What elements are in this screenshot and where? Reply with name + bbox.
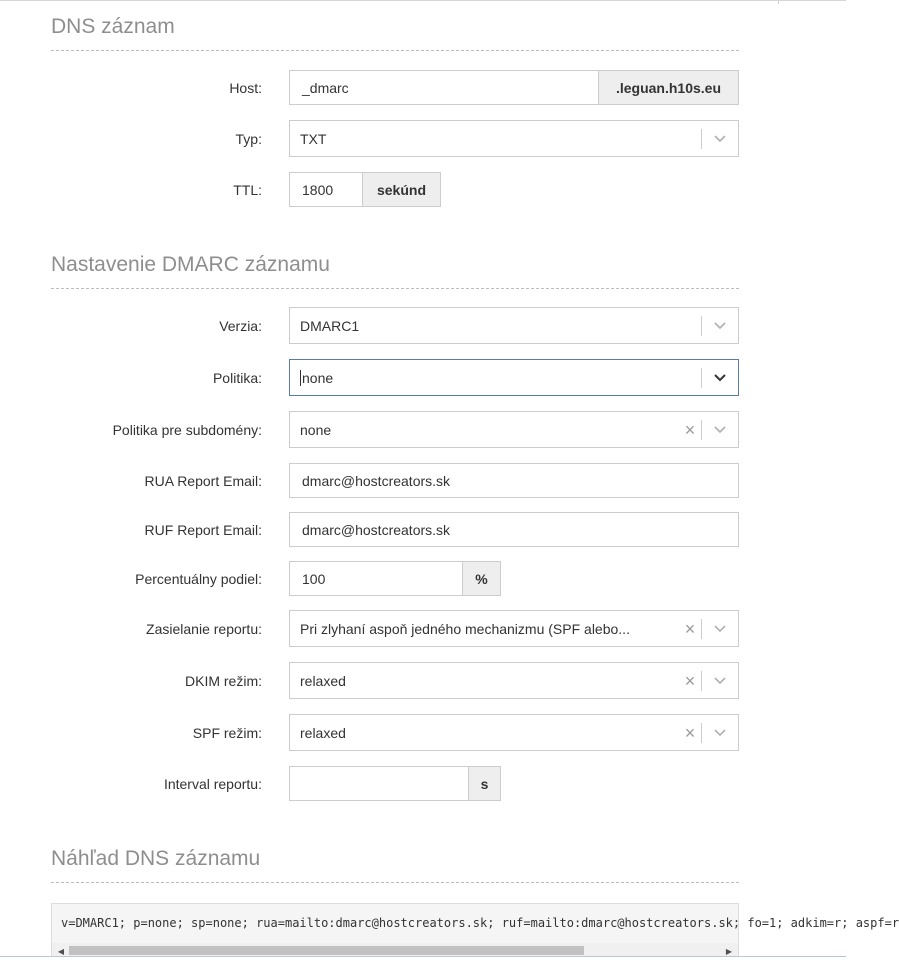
adkim-row [0,662,846,699]
policy-select-value: none [302,369,334,386]
subpolicy-label: Politika pre subdomény: [112,421,262,438]
rua-email-input[interactable]: dmarc@hostcreators.sk [289,463,739,498]
top-border [0,0,846,3]
rua-label: RUA Report Email: [144,472,262,489]
host-label: Host: [229,79,262,96]
clear-icon[interactable]: × [684,419,696,440]
version-select[interactable] [289,307,739,344]
dns-record-text: v=DMARC1; p=none; sp=none; rua=mailto:dmarc@hostcreators.sk; ruf=mailto:dmarc@hostcreators.sk; fo=1; adkim=r; aspf=r [61,916,899,930]
aspf-select[interactable] [289,714,739,751]
scroll-right-icon[interactable]: ▶ [725,946,733,956]
ruf-label: RUF Report Email: [144,521,262,538]
scrollbar-thumb[interactable] [69,946,584,955]
horizontal-scrollbar[interactable] [52,943,738,957]
ttl-label: TTL: [233,181,262,198]
pct-row [0,561,846,596]
adkim-select[interactable] [289,662,739,699]
version-row [0,307,846,344]
clear-icon[interactable]: × [684,722,696,743]
policy-select[interactable] [289,359,739,396]
ttl-input[interactable]: 1800 [289,172,363,207]
ruf-row [0,512,846,547]
pct-label: Percentuálny podiel: [135,570,262,587]
ri-row [0,766,846,801]
chevron-down-icon[interactable] [702,611,738,646]
host-row [0,70,846,105]
aspf-select-value: relaxed [300,724,346,741]
chevron-down-icon[interactable] [702,308,738,343]
version-label: Verzia: [219,317,262,334]
scroll-left-icon[interactable]: ◀ [57,946,65,956]
top-tick [778,1,779,4]
fo-row [0,610,846,647]
chevron-down-icon[interactable] [702,663,738,698]
adkim-select-value: relaxed [300,672,346,689]
chevron-down-icon[interactable] [702,412,738,447]
policy-row [0,359,846,396]
adkim-label: DKIM režim: [185,672,262,689]
policy-label: Politika: [212,369,262,386]
subpolicy-select-value: none [300,421,332,438]
type-row [0,120,846,157]
fo-select[interactable] [289,610,739,647]
clear-icon[interactable]: × [684,670,696,691]
ri-label: Interval reportu: [163,775,262,792]
ttl-unit-addon: sekúnd [362,172,441,207]
aspf-label: SPF režim: [192,724,262,741]
chevron-down-icon[interactable] [702,715,738,750]
host-suffix-addon: .leguan.h10s.eu [598,70,739,105]
subpolicy-row [0,411,846,448]
chevron-down-icon[interactable] [702,121,738,156]
ruf-email-input[interactable]: dmarc@hostcreators.sk [289,512,739,547]
ri-input[interactable] [289,766,469,801]
clear-icon[interactable]: × [684,618,696,639]
section-title-dmarc: Nastavenie DMARC záznamu [51,252,739,289]
text-caret [300,370,301,386]
host-input[interactable]: _dmarc [289,70,599,105]
pct-input[interactable]: 100 [289,561,463,596]
fo-label: Zasielanie reportu: [146,620,262,637]
section-title-dns: DNS záznam [51,14,739,51]
type-select-value: TXT [300,130,327,147]
version-select-value: DMARC1 [300,317,360,334]
ttl-row [0,172,846,207]
aspf-row [0,714,846,751]
pct-unit-addon: % [462,561,501,596]
section-title-preview: Náhľad DNS záznamu [51,846,739,883]
rua-row [0,463,846,498]
fo-select-value: Pri zlyhaní aspoň jedného mechanizmu (SPF alebo... [300,620,630,637]
type-label: Typ: [235,130,262,147]
type-select[interactable] [289,120,739,157]
chevron-down-icon[interactable] [702,360,738,395]
ri-unit-addon: s [468,766,501,801]
dns-record-preview [51,903,899,958]
subpolicy-select[interactable] [289,411,739,448]
bottom-border [0,956,846,960]
